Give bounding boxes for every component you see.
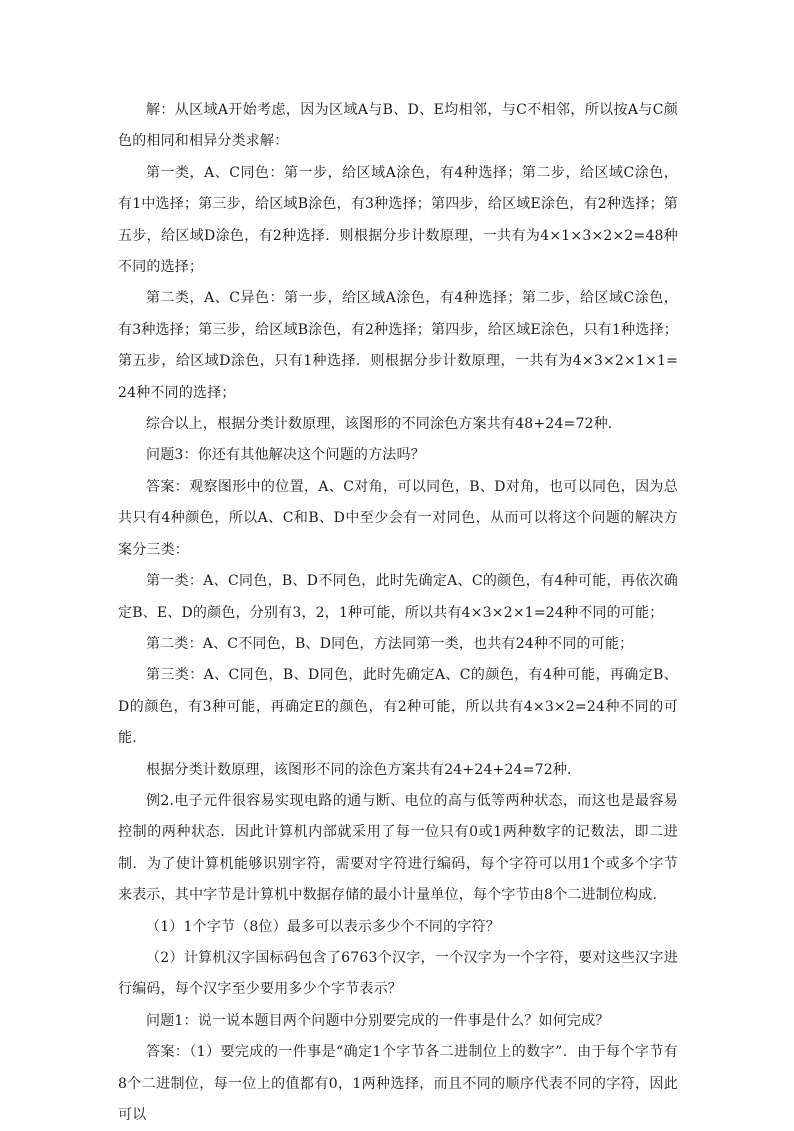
paragraph-answer-3: 答案：观察图形中的位置，A、C对角，可以同色，B、D对角，也可以同色，因为总共只有4种颜色，所以A、C和B、D中至少会有一对同色，从而可以将这个问题的解决方案分三类： [118,478,678,558]
paragraph-example-2-q2: （2）计算机汉字国标码包含了6763个汉字，一个汉字为一个字符，要对这些汉字进行编码，每个汉字至少要用多少个字节表示？ [118,949,678,998]
paragraph-case-1: 第一类，A、C同色：第一步，给区域A涂色，有4种选择；第二步，给区域C涂色，有1中选择；第三步，给区域B涂色，有3种选择；第四步，给区域E涂色，有2种选择；第五步，给区域D涂色，有2种选择．则根据分步计数原理，一共有为4×1×3×2×2=48种不同的选择； [118,164,678,276]
paragraph-solution-intro: 解：从区域A开始考虑，因为区域A与B、D、E均相邻，与C不相邻，所以按A与C颜色的相同和相异分类求解： [118,102,678,150]
paragraph-example-2: 例2.电子元件很容易实现电路的通与断、电位的高与低等两种状态，而这也是最容易控制的两种状态．因此计算机内部就采用了每一位只有0或1两种数字的记数法，即二进制．为了使计算机能够识别字符，需要对字符进行编码，每个字符可以用1个或多个字节来表示，其中字节是计算机中数据存储的最小计量单位，每个字节由8个二进制位构成． [118,792,678,904]
paragraph-question-1: 问题1：说一说本题目两个问题中分别要完成的一件事是什么？如何完成？ [146,1012,610,1029]
paragraph-alt-summary: 根据分类计数原理，该图形不同的涂色方案共有24+24+24=72种． [146,761,582,778]
paragraph-question-3: 问题3：你还有其他解决这个问题的方法吗？ [146,447,425,464]
paragraph-case-2: 第二类，A、C异色：第一步，给区域A涂色，有4种选择；第二步，给区域C涂色，有3种选择；第三步，给区域B涂色，有2种选择；第四步，给区域E涂色，只有1种选择；第五步，给区域D涂色，只有1种选择．则根据分步计数原理，一共有为4×3×2×1×1=24种不同的选择； [118,290,678,401]
paragraph-alt-case-1: 第一类：A、C同色，B、D不同色，此时先确定A、C的颜色，有4种可能，再依次确定B、E、D的颜色，分别有3，2，1种可能，所以共有4×3×2×1=24种不同的可能； [118,573,678,621]
document-page [118,95,678,1131]
paragraph-summary: 综合以上，根据分类计数原理，该图形的不同涂色方案共有48+24=72种． [146,416,623,433]
paragraph-answer-1: 答案：（1）要完成的一件事是“确定1个字节各二进制位上的数字”．由于每个字节有8个二进制位，每一位上的值都有0，1两种选择，而且不同的顺序代表不同的字符，因此可以 [118,1044,678,1123]
paragraph-example-2-q1: （1）1个字节（8位）最多可以表示多少个不同的字符？ [146,918,500,935]
paragraph-alt-case-3: 第三类：A、C同色，B、D同色，此时先确定A、C的颜色，有4种可能，再确定B、D的颜色，有3种可能，再确定E的颜色，有2种可能，所以共有4×3×2=24种不同的可能． [118,667,678,747]
paragraph-alt-case-2: 第二类：A、C不同色，B、D同色，方法同第一类，也共有24种不同的可能； [146,635,634,652]
